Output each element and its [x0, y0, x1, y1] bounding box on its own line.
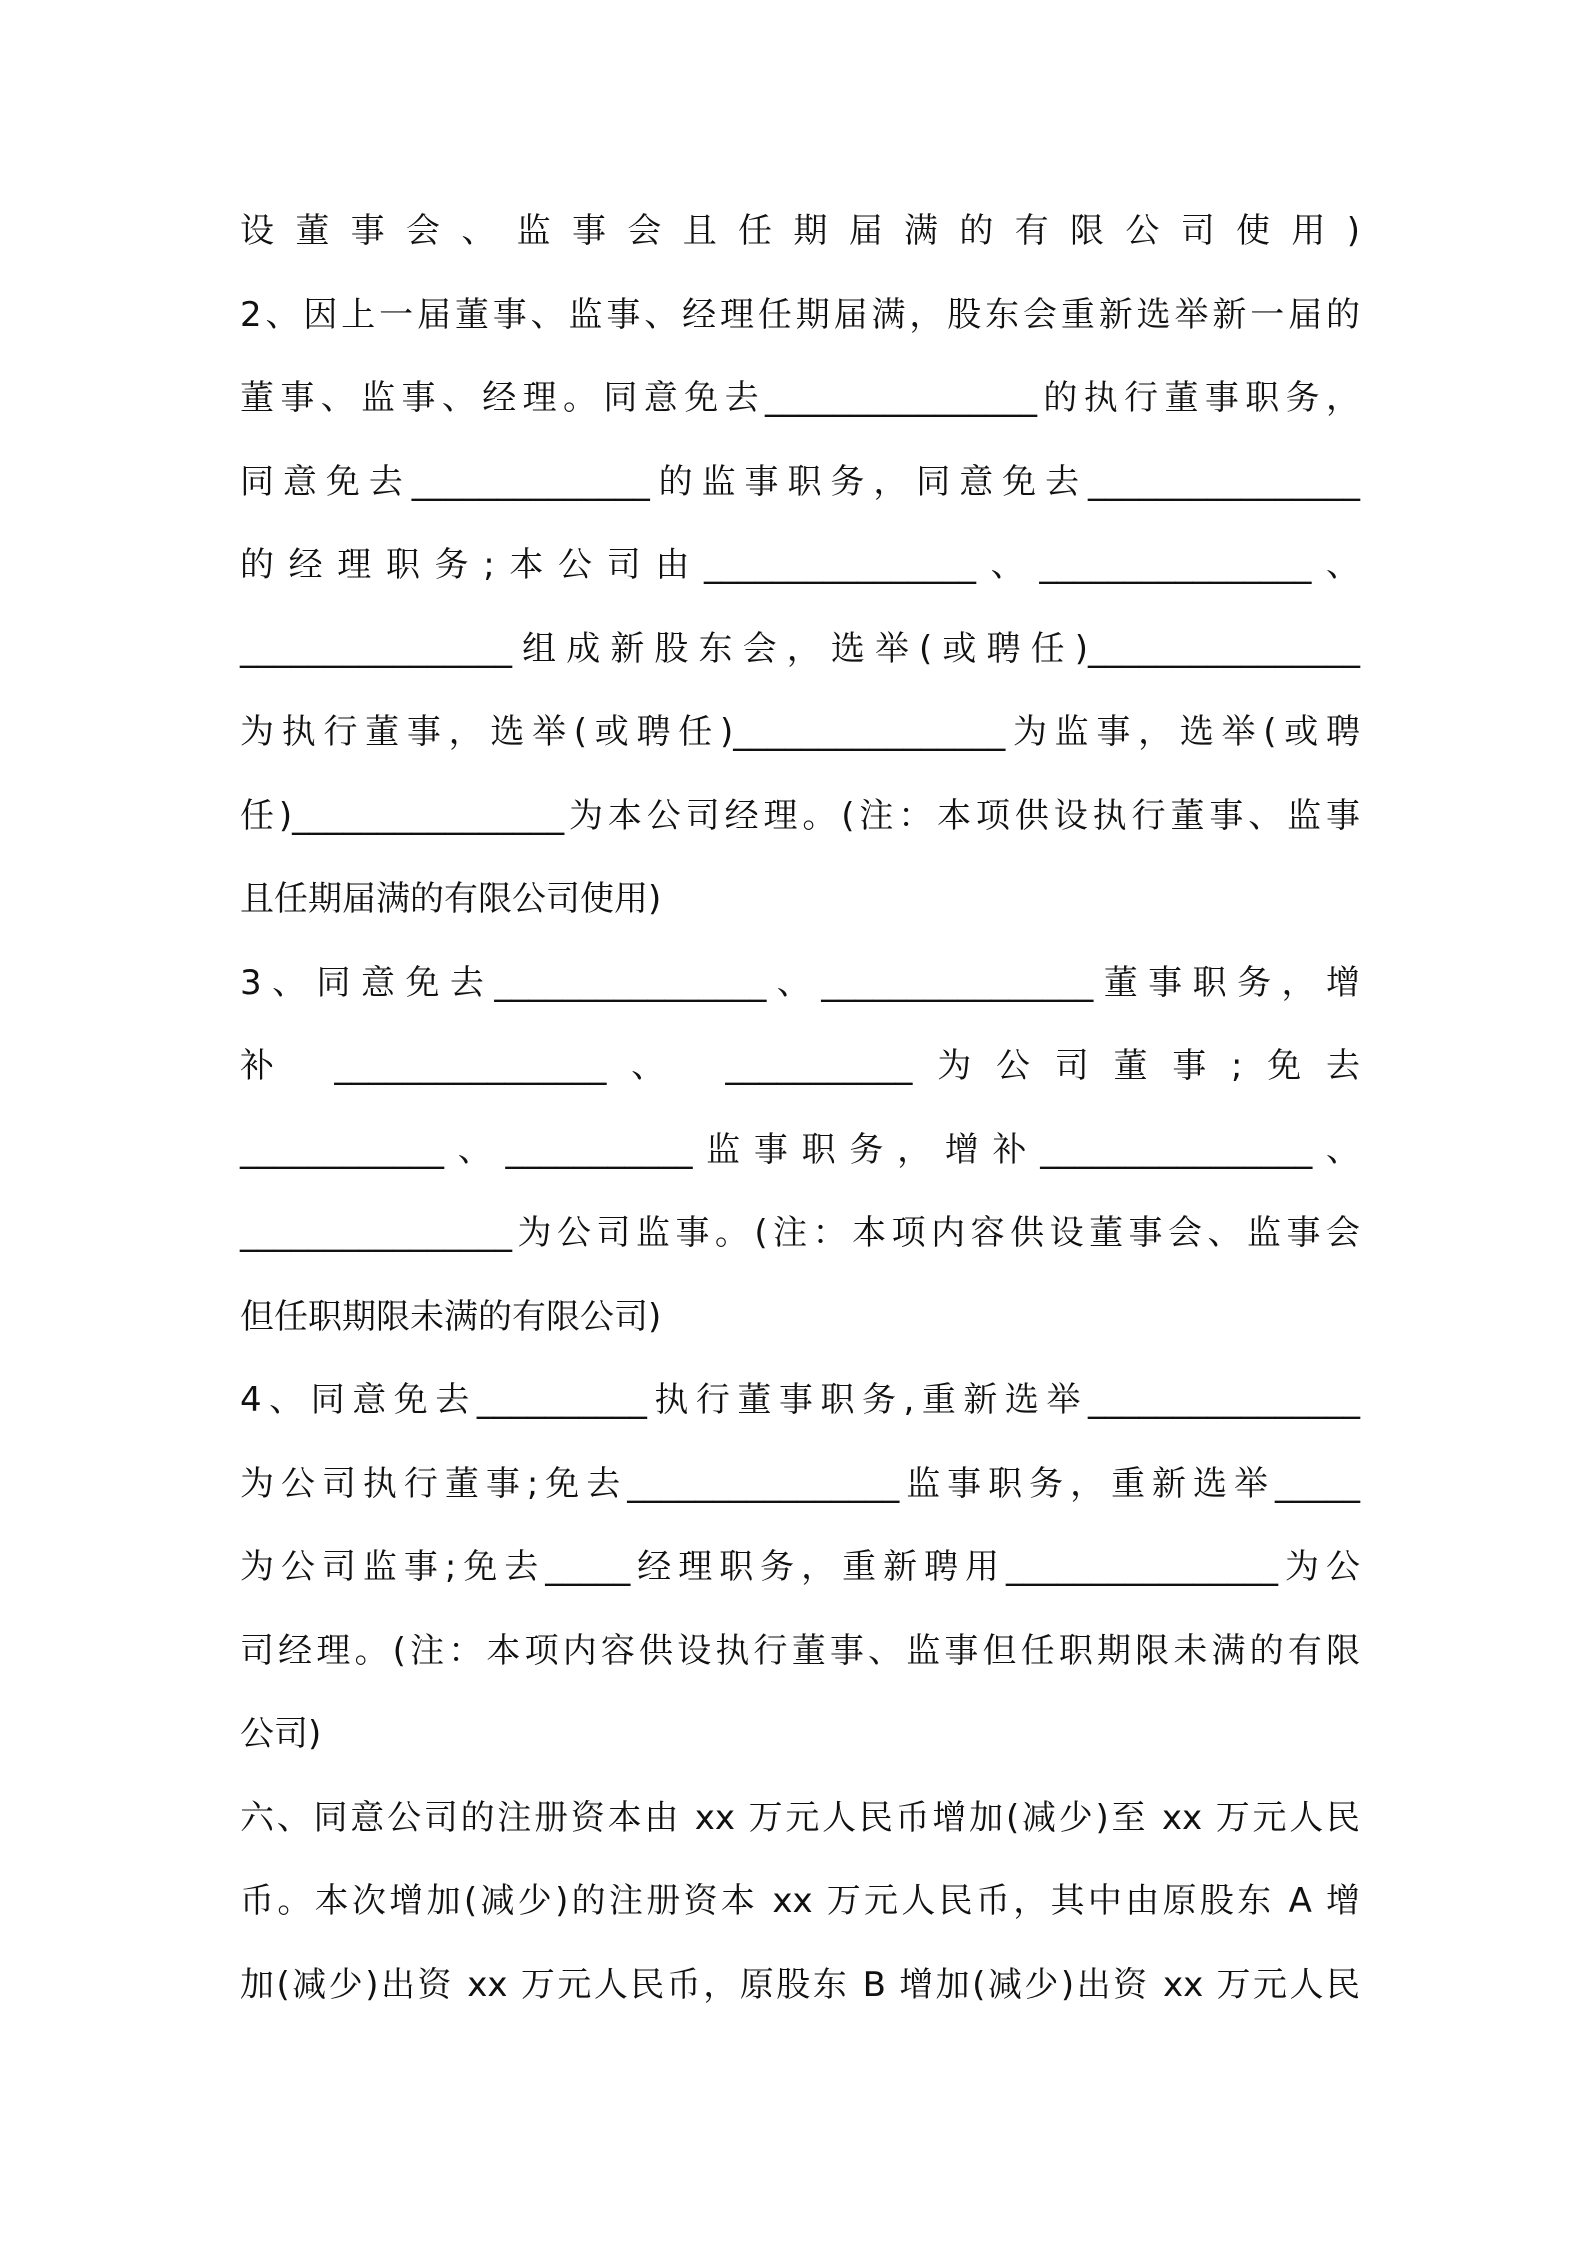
text-line: 为公司执行董事;免去________________监事职务，重新选举_____ [240, 1463, 1360, 1504]
text-line: 但任职期限未满的有限公司) [240, 1296, 662, 1337]
text-line: 设董事会、监事会且任期届满的有限公司使用) [240, 211, 1360, 251]
text-line: 且任期届满的有限公司使用) [240, 879, 662, 919]
text-line: 六、同意公司的注册资本由 xx 万元人民币增加(减少)至 xx 万元人民 [240, 1797, 1360, 1838]
text-line: ________________组成新股东会，选举(或聘任)________________ [240, 628, 1360, 669]
text-line: 补 ________________、 ___________为公司董事;免去 [240, 1046, 1360, 1086]
text-line: 3、同意免去________________、________________董事职务，增 [240, 962, 1360, 1003]
text-line: 2、因上一届董事、监事、经理任期届满，股东会重新选举新一届的 [240, 294, 1360, 335]
text-line: 董事、监事、经理。同意免去________________的执行董事职务， [240, 378, 1360, 418]
text-line: 4、同意免去__________执行董事职务,重新选举________________ [240, 1380, 1360, 1420]
text-line: ________________为公司监事。(注：本项内容供设董事会、监事会 [240, 1213, 1360, 1253]
text-line: 币。本次增加(减少)的注册资本 xx 万元人民币，其中由原股东 A 增 [240, 1881, 1360, 1921]
text-line: 司经理。(注：本项内容供设执行董事、监事但任职期限未满的有限 [240, 1630, 1360, 1671]
document-body [240, 190, 1360, 2027]
text-line: 公司) [240, 1714, 322, 1754]
text-line: 为执行董事，选举(或聘任)________________为监事，选举(或聘 [240, 712, 1360, 752]
text-line: 为公司监事;免去_____经理职务，重新聘用________________为公 [240, 1547, 1360, 1587]
text-line: 任)________________为本公司经理。(注：本项供设执行董事、监事 [240, 795, 1360, 836]
text-line: 加(减少)出资 xx 万元人民币，原股东 B 增加(减少)出资 xx 万元人民 [240, 1964, 1360, 2005]
text-line: 同意免去______________的监事职务，同意免去________________ [240, 461, 1360, 502]
text-line: ____________、___________监事职务，增补________________、 [240, 1129, 1360, 1170]
text-line: 的经理职务;本公司由________________、________________、 [240, 545, 1360, 585]
